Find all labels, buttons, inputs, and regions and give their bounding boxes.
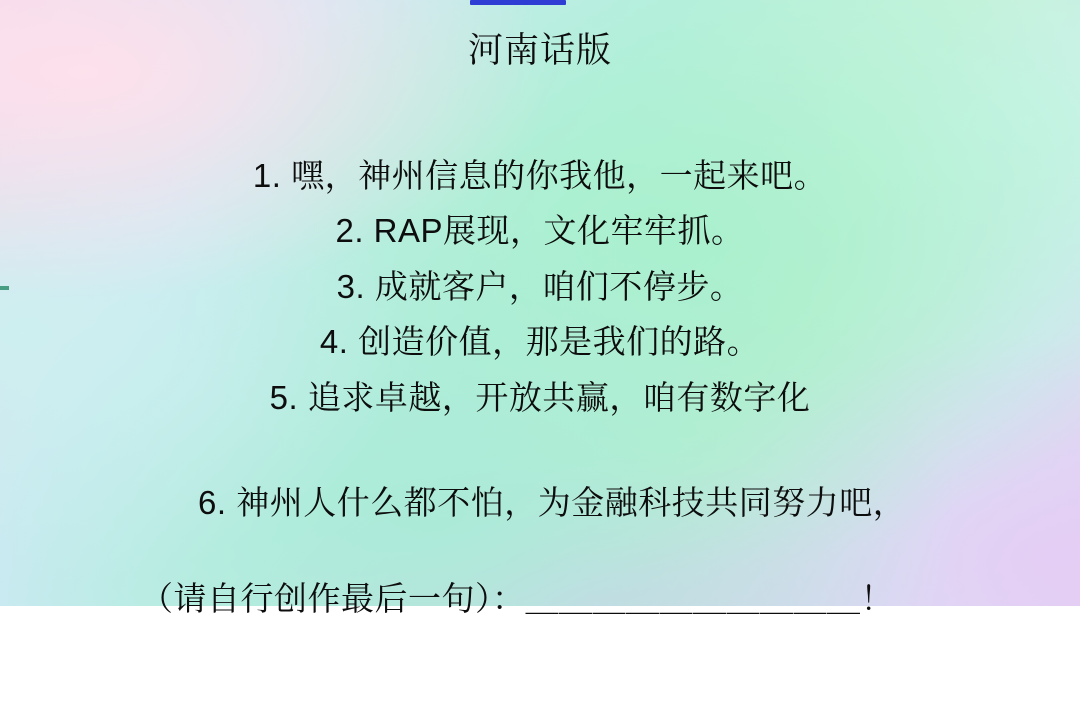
list-item: 1. 嘿，神州信息的你我他，一起来吧。 bbox=[252, 157, 828, 194]
top-accent-bar bbox=[0, 0, 1080, 6]
accent-marker bbox=[470, 0, 566, 5]
list-item: 4. 创造价值，那是我们的路。 bbox=[319, 323, 761, 361]
list-item-final bbox=[0, 431, 1080, 718]
final-line-blank: （请自行创作最后一句）：＿＿＿＿＿＿＿＿＿＿！ bbox=[140, 579, 894, 617]
list-item: 5. 追求卓越，开放共赢，咱有数字化 bbox=[269, 378, 811, 416]
page-title: 河南话版 bbox=[467, 31, 612, 70]
list-item: 3. 成就客户，咱们不停步。 bbox=[336, 267, 744, 305]
list-item: 2. RAP展现，文化牢牢抓。 bbox=[335, 212, 745, 250]
lyric-list bbox=[0, 148, 1080, 718]
final-line-main: 6. 神州人什么都不怕，为金融科技共同努力吧， bbox=[198, 484, 907, 522]
